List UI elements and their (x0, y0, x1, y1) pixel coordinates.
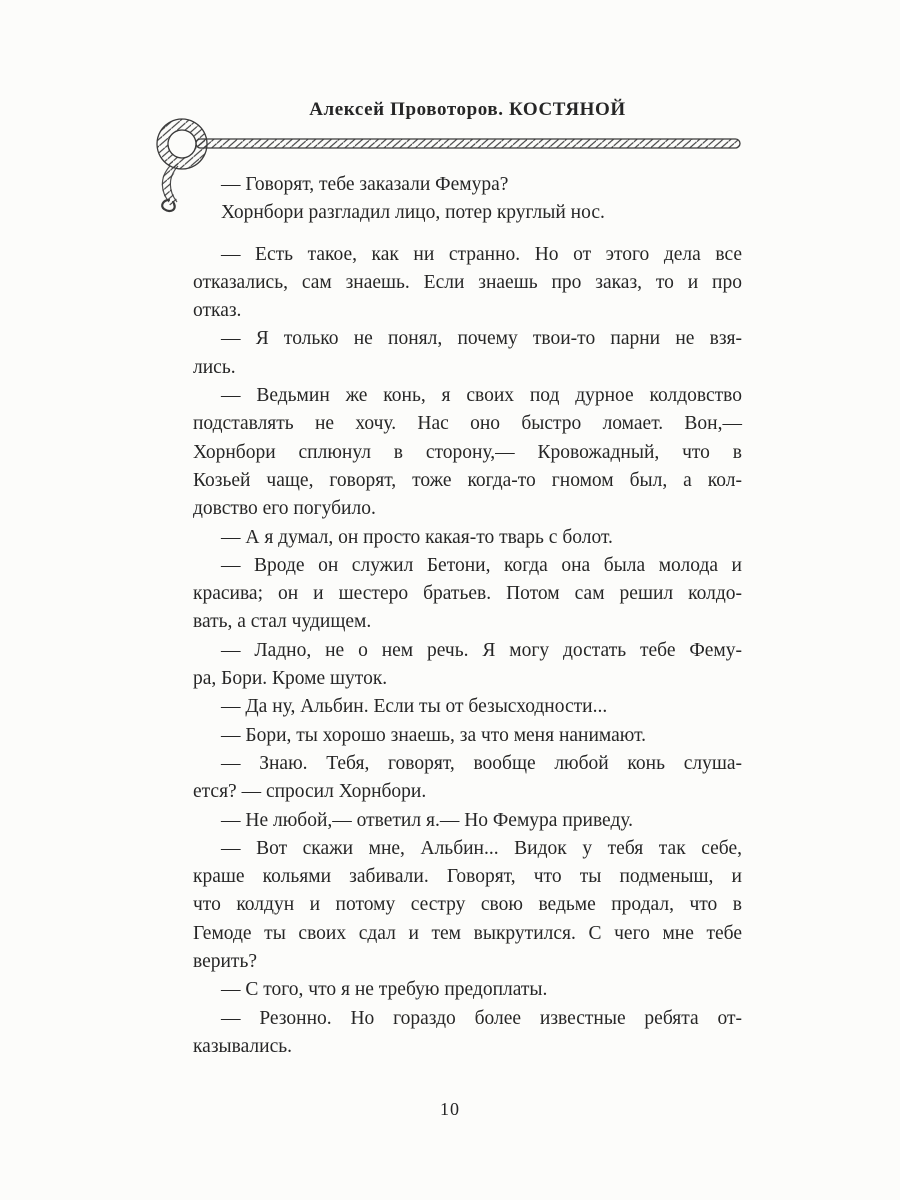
text-line: отказ. (193, 300, 242, 322)
paragraph (193, 552, 742, 637)
paragraph (193, 524, 742, 552)
text-line: — Бори, ты хорошо знаешь, за что меня нанимают. (221, 724, 647, 746)
paragraph (193, 199, 742, 227)
paragraph (193, 241, 742, 326)
text-line: — Я только не понял, почему твои-то парни не взя- (221, 328, 742, 350)
text-line: — Ведьмин же конь, я своих под дурное колдовство (221, 385, 742, 407)
paragraph (193, 976, 742, 1004)
paragraph (193, 325, 742, 382)
text-line: довство его погубило. (193, 498, 376, 520)
text-line: красива; он и шестеро братьев. Потом сам решил колдо- (193, 583, 742, 605)
paragraph (193, 750, 742, 807)
text-line: — Не любой,— ответил я.— Но Фемура приведу. (221, 809, 634, 831)
text-line: отказались, сам знаешь. Если знаешь про заказ, то и про (193, 271, 742, 293)
text-line: ра, Бори. Кроме шуток. (193, 668, 388, 690)
text-line: — Да ну, Альбин. Если ты от безысходности... (221, 696, 608, 718)
text-line: казывались. (193, 1035, 293, 1057)
text-line: подставлять не хочу. Нас оно быстро ломает. Вон,— (193, 413, 742, 435)
text-line: — Есть такое, как ни странно. Но от этого дела все (221, 243, 742, 265)
paragraph (193, 722, 742, 750)
paragraph (193, 1005, 742, 1062)
running-header: Алексей Провоторов. КОСТЯНОЙ (309, 99, 626, 120)
text-line: — Вот скажи мне, Альбин... Видок у тебя так себе, (221, 837, 742, 859)
text-line: верить? (193, 951, 258, 973)
text-line: лись. (193, 356, 236, 378)
paragraph (193, 807, 742, 835)
paragraph (193, 693, 742, 721)
text-line: Козьей чаще, говорят, тоже когда-то гномом был, а кол- (193, 469, 742, 491)
page-number: 10 (440, 1099, 460, 1119)
text-line: Хорнбори разгладил лицо, потер круглый нос. (221, 202, 605, 224)
text-line: — Ладно, не о нем речь. Я могу достать тебе Фему- (221, 639, 742, 661)
text-line: — Вроде он служил Бетони, когда она была молода и (221, 554, 742, 576)
text-line: Гемоде ты своих сдал и тем выкрутился. С чего мне тебе (193, 922, 742, 944)
text-line: ется? — спросил Хорнбори. (193, 781, 427, 803)
text-line: — Знаю. Тебя, говорят, вообще любой конь слуша- (221, 752, 742, 774)
text-line: — С того, что я не требую предоплаты. (221, 979, 548, 1001)
paragraph (193, 171, 742, 199)
text-line: краше кольями забивали. Говорят, что ты подменыш, и (193, 866, 742, 888)
paragraph (193, 637, 742, 694)
text-line: вать, а стал чудищем. (193, 611, 372, 633)
text-block (193, 171, 742, 1061)
text-line: — Говорят, тебе заказали Фемура? (221, 174, 509, 195)
text-line: — А я думал, он просто какая-то тварь с болот. (221, 526, 613, 548)
text-line: — Резонно. Но гораздо более известные ребята от- (221, 1007, 742, 1029)
paragraph (193, 835, 742, 976)
text-line: Хорнбори сплюнул в сторону,— Кровожадный, что в (193, 441, 742, 463)
text-line: что колдун и потому сестру свою ведьме продал, что в (193, 894, 742, 916)
paragraph (193, 382, 742, 523)
